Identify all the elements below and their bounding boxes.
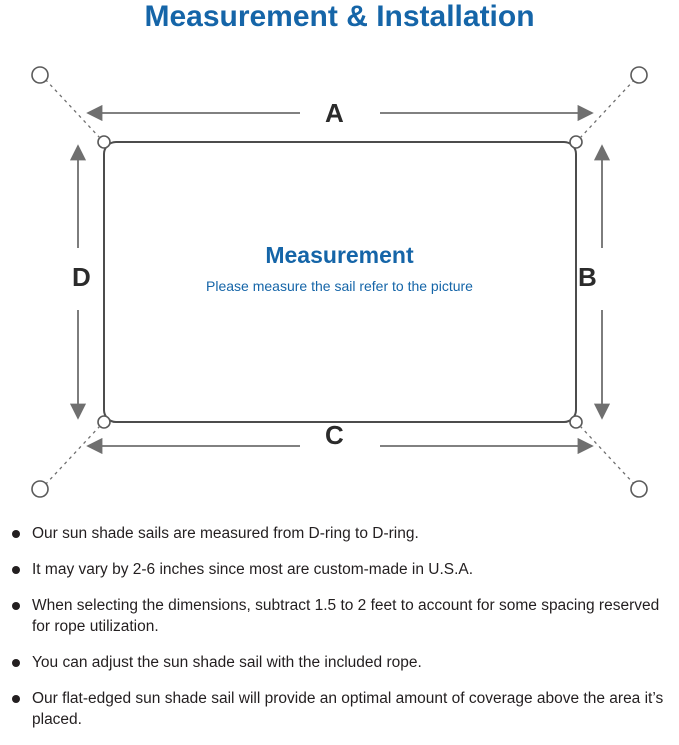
anchor-ring-top-left	[32, 67, 48, 83]
diagram-center-title: Measurement	[265, 242, 414, 268]
note-text: When selecting the dimensions, subtract 1.5 to 2 feet to account for some spacing reserved for rope utilization.	[32, 596, 660, 635]
note-text: It may vary by 2-6 inches since most are custom-made in U.S.A.	[32, 560, 474, 578]
anchor-ring-bottom-right	[631, 481, 647, 497]
dimension-label-b: B	[578, 262, 597, 292]
anchor-ring-bottom-left	[32, 481, 48, 497]
bullet-icon	[12, 530, 20, 538]
list-item	[0, 689, 679, 731]
rope-bottom-right	[580, 426, 636, 486]
dimension-label-a: A	[325, 98, 344, 128]
list-item	[0, 596, 679, 638]
bullet-icon	[12, 659, 20, 667]
page-title: Measurement & Installation	[144, 0, 535, 33]
note-text: You can adjust the sun shade sail with the included rope.	[32, 653, 422, 671]
rope-top-left	[44, 78, 100, 138]
dimension-label-c: C	[325, 420, 344, 450]
note-text: Our flat-edged sun shade sail will provide an optimal amount of coverage above the area it’s placed.	[32, 689, 664, 728]
bullet-icon	[12, 566, 20, 574]
bullet-icon	[12, 695, 20, 703]
list-item	[0, 560, 679, 581]
measurement-diagram	[0, 48, 679, 518]
list-item	[0, 653, 679, 674]
anchor-ring-top-right	[631, 67, 647, 83]
notes-list	[0, 524, 679, 745]
dimension-label-d: D	[72, 262, 91, 292]
diagram-center-subtitle: Please measure the sail refer to the picture	[206, 278, 473, 294]
rope-bottom-left	[44, 426, 100, 486]
bullet-icon	[12, 602, 20, 610]
list-item	[0, 524, 679, 545]
note-text: Our sun shade sails are measured from D-ring to D-ring.	[32, 525, 419, 542]
rope-top-right	[580, 78, 636, 138]
